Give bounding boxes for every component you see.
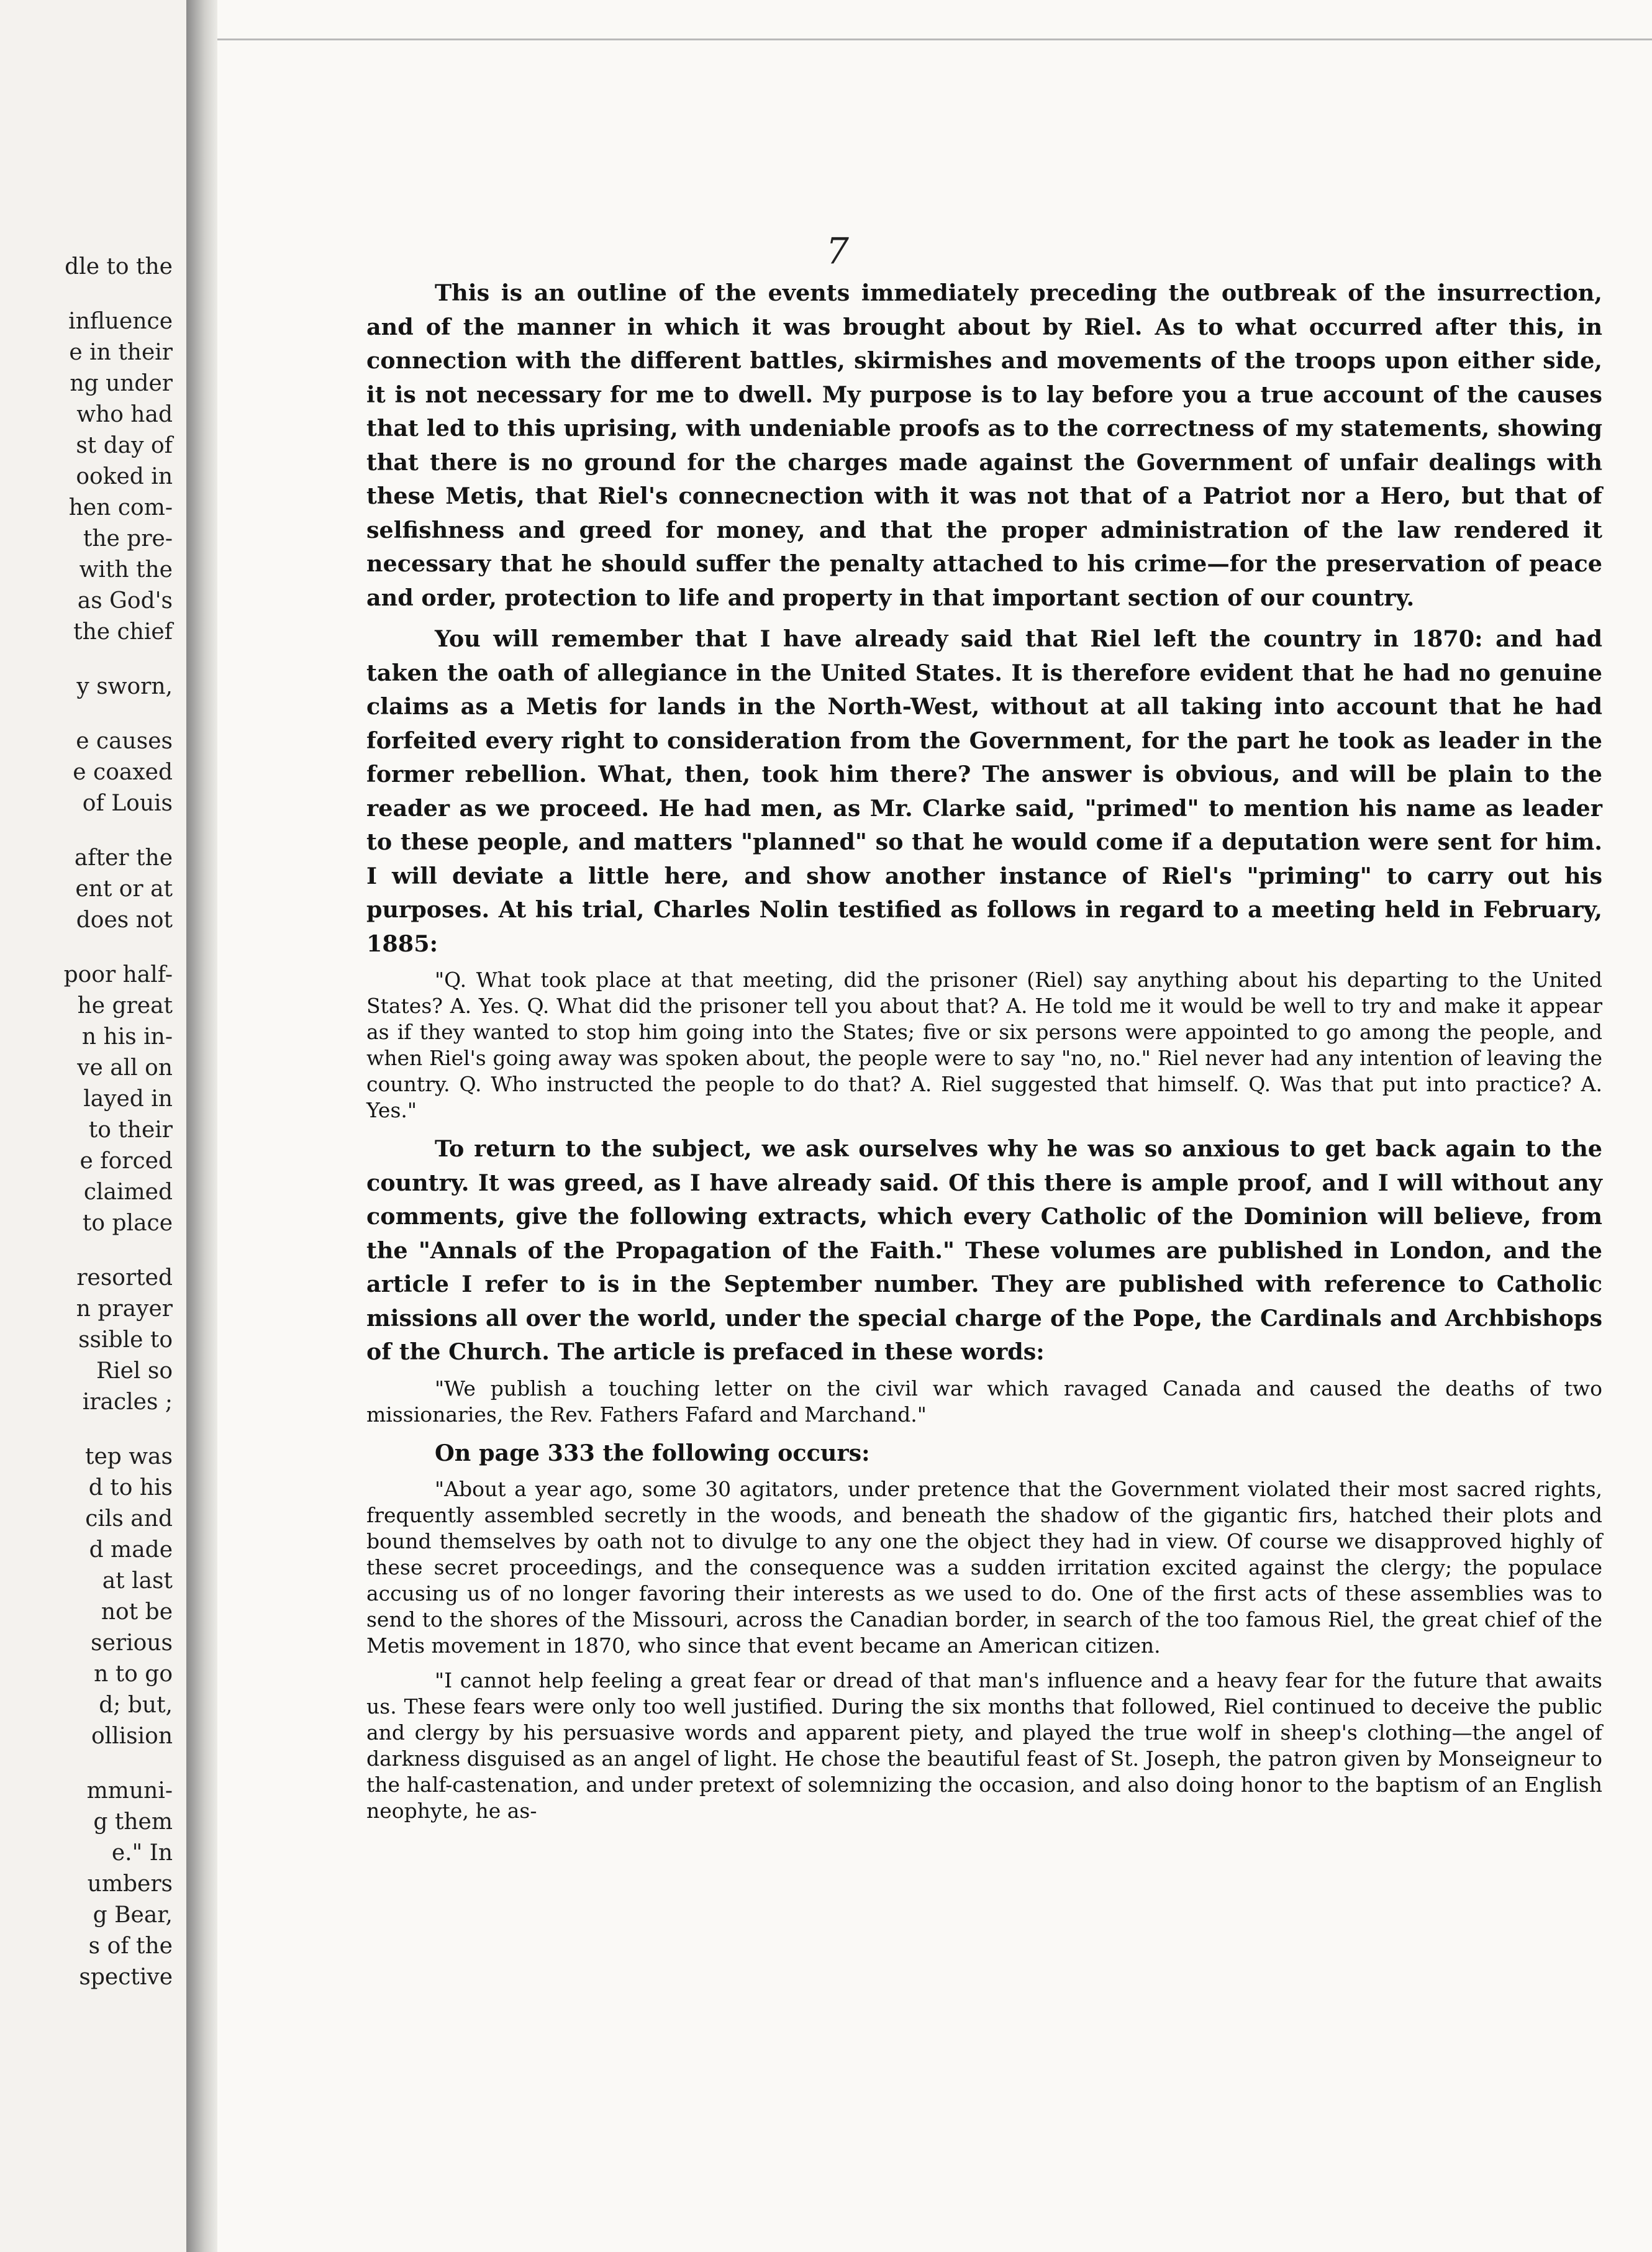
left-page-fragment: ent or at (75, 876, 173, 902)
quote-annals-letter-2: "I cannot help feeling a great fear or dread of that man's influence and a heavy fear for the future that awaits us. These fears were only too well justified. During the six months that followed, Riel continued to deceive the public and clergy by his persuasive words and apparent piety, and played the true wolf in sheep's clothing—the angel of darkness disguised as an angel of light. He chose the beautiful feast of St. Joseph, the patron given by Monseigneur to the half-castenation, and under pretext of solemnizing the occasion, and also doing honor to the baptism of an English neophyte, he as- (366, 1668, 1602, 1823)
left-page-fragment (5, 702, 173, 726)
left-page-fragment (5, 1752, 173, 1776)
left-page-fragment: hen com- (68, 495, 173, 520)
book-gutter (186, 0, 217, 2252)
left-page-fragment: layed in (83, 1086, 173, 1112)
left-page-fragment (5, 283, 173, 306)
left-page-fragment: mmuni- (86, 1778, 173, 1804)
left-page-fragment (5, 1418, 173, 1442)
left-page-fragment: not be (101, 1599, 173, 1625)
left-page-fragment: spective (79, 1964, 173, 1990)
left-page-fragment: at last (102, 1568, 173, 1594)
left-page-fragment: claimed (83, 1179, 173, 1205)
left-page-fragment: after the (74, 845, 173, 871)
paragraph-2: You will remember that I have already said that Riel left the country in 1870: and had taken the oath of allegiance in the United States. It is therefore evident that he had no genuine claims as a Metis for lands in the North-West, without at all taking into account that he had forfeited every right to consideration from the Government, for the part he took as leader in the former rebellion. What, then, took him there? The answer is obvious, and will be plain to the reader as we proceed. He had men, as Mr. Clarke said, "primed" to mention his name as leader to these people, and matters "planned" so that he would come if a deputation were sent for him. I will deviate a little here, and show another instance of Riel's "priming" to carry out his purposes. At his trial, Charles Nolin testified as follows in regard to a meeting held in February, 1885: (366, 625, 1602, 957)
left-page-fragment: ooked in (76, 464, 173, 489)
left-page-fragment: Riel so (96, 1358, 173, 1384)
left-page-fragment: who had (76, 402, 173, 427)
left-page-fragment: ssible to (78, 1327, 173, 1353)
left-page-text-fragments (5, 252, 173, 1993)
left-page-fragment: of Louis (82, 791, 173, 816)
left-page-fragment: ng under (70, 371, 173, 396)
left-page-fragment: s of the (88, 1933, 173, 1959)
paragraph-1: This is an outline of the events immediately preceding the outbreak of the insurrection, and of the manner in which it was brought about by Riel. As to what occurred after this, in connection with the different battles, skirmishes and movements of the troops upon either side, it is not necessary for me to dwell. My purpose is to lay before you a true account of the causes that led to this uprising, with undeniable proofs as to the correctness of my statements, showing that there is no ground for the charges made against the Government of unfair dealings with these Metis, that Riel's connecnection with it was not that of a Patriot nor a Hero, but that of selfishness and greed for money, and that the proper administration of the law rendered it necessary that he should suffer the penalty attached to his crime—for the preservation of peace and order, protection to life and property in that important section of our country. (366, 279, 1602, 611)
left-page-fragment: umbers (87, 1871, 173, 1897)
left-page-fragment: to their (88, 1117, 173, 1143)
left-page-fragment: as God's (77, 588, 173, 614)
left-page-fragment: dle to the (65, 254, 173, 279)
left-page-fragment: n to go (94, 1661, 173, 1687)
left-page-fragment: ollision (91, 1723, 173, 1749)
left-page (0, 0, 186, 2252)
left-page-fragment: to place (82, 1210, 173, 1236)
left-page-fragment: d made (89, 1537, 173, 1563)
left-page-fragment: n prayer (76, 1296, 173, 1322)
left-page-fragment (5, 1239, 173, 1263)
page-top-edge (217, 39, 1652, 40)
left-page-fragment: resorted (76, 1265, 173, 1291)
left-page-fragment: iracles ; (82, 1389, 173, 1415)
left-page-fragment: influence (68, 309, 173, 334)
left-page-fragment: with the (79, 557, 173, 583)
left-page-fragment: the pre- (83, 526, 173, 552)
quote-annals-letter-1: "About a year ago, some 30 agitators, under pretence that the Government violated their most sacred rights, frequently assembled secretly in the woods, and beneath the shadow of the gigantic firs, hatched their plots and bound themselves by oath not to divulge to any one the object they had in view. Of course we disapproved highly of these secret proceedings, and the consequence was a sudden irritation excited against the clergy; the populace accusing us of no longer favoring their interests as we used to do. One of the first acts of these assemblies was to send to the shores of the Missouri, across the Canadian border, in search of the too famous Riel, the great chief of the Metis movement in 1870, who since that event became an American citizen. (366, 1477, 1602, 1658)
left-page-fragment: he great (77, 993, 173, 1019)
left-page-fragment: the chief (73, 619, 173, 645)
page-number: 7 (826, 230, 849, 272)
left-page-fragment: ve all on (77, 1055, 173, 1081)
left-page-fragment: e in their (69, 340, 173, 365)
left-page-fragment: y sworn, (76, 674, 173, 699)
body-text (366, 276, 1602, 1833)
left-page-fragment: tep was (84, 1444, 173, 1469)
left-page-fragment: e." In (111, 1840, 173, 1866)
left-page-fragment: serious (91, 1630, 173, 1656)
left-page-fragment (5, 936, 173, 960)
left-page-fragment: g Bear, (93, 1902, 173, 1928)
left-page-fragment (5, 819, 173, 843)
quote-annals-preface: "We publish a touching letter on the civil war which ravaged Canada and caused the deaths of two missionaries, the Rev. Fathers Fafard and Marchand." (366, 1376, 1602, 1427)
left-page-fragment: e forced (79, 1148, 173, 1174)
paragraph-3: To return to the subject, we ask ourselves why he was so anxious to get back again to the country. It was greed, as I have already said. Of this there is ample proof, and I will without any comments, give the following extracts, which every Catholic of the Dominion will believe, from the "Annals of the Propagation of the Faith." These volumes are published in London, and the article I refer to is in the September number. They are published with reference to Catholic missions all over the world, under the special charge of the Pope, the Cardinals and Archbishops of the Church. The article is prefaced in these words: (366, 1135, 1602, 1365)
left-page-fragment: cils and (85, 1506, 173, 1532)
left-page-fragment: g them (93, 1809, 173, 1835)
left-page-fragment: does not (76, 907, 173, 933)
left-page-fragment: e causes (76, 729, 173, 754)
left-page-fragment: d to his (88, 1475, 173, 1501)
left-page-fragment: poor half- (63, 962, 173, 988)
right-page (217, 0, 1652, 2252)
paragraph-4: On page 333 the following occurs: (435, 1439, 870, 1466)
left-page-fragment: d; but, (99, 1692, 173, 1718)
left-page-fragment: st day of (76, 433, 173, 458)
left-page-fragment: e coaxed (73, 760, 173, 785)
left-page-fragment (5, 648, 173, 671)
quote-trial-testimony: "Q. What took place at that meeting, did the prisoner (Riel) say anything about his departing to the United States? A. Yes. Q. What did the prisoner tell you about that? A. He told me it would be well to try and make it appear as if they wanted to stop him going into the States; five or six persons were appointed to go among the people, and when Riel's going away was spoken about, the people were to say "no, no." Riel never had any intention of leaving the country. Q. Who instructed the people to do that? A. Riel suggested that himself. Q. Was that put into practice? A. Yes." (366, 968, 1602, 1122)
left-page-fragment: n his in- (81, 1024, 173, 1050)
